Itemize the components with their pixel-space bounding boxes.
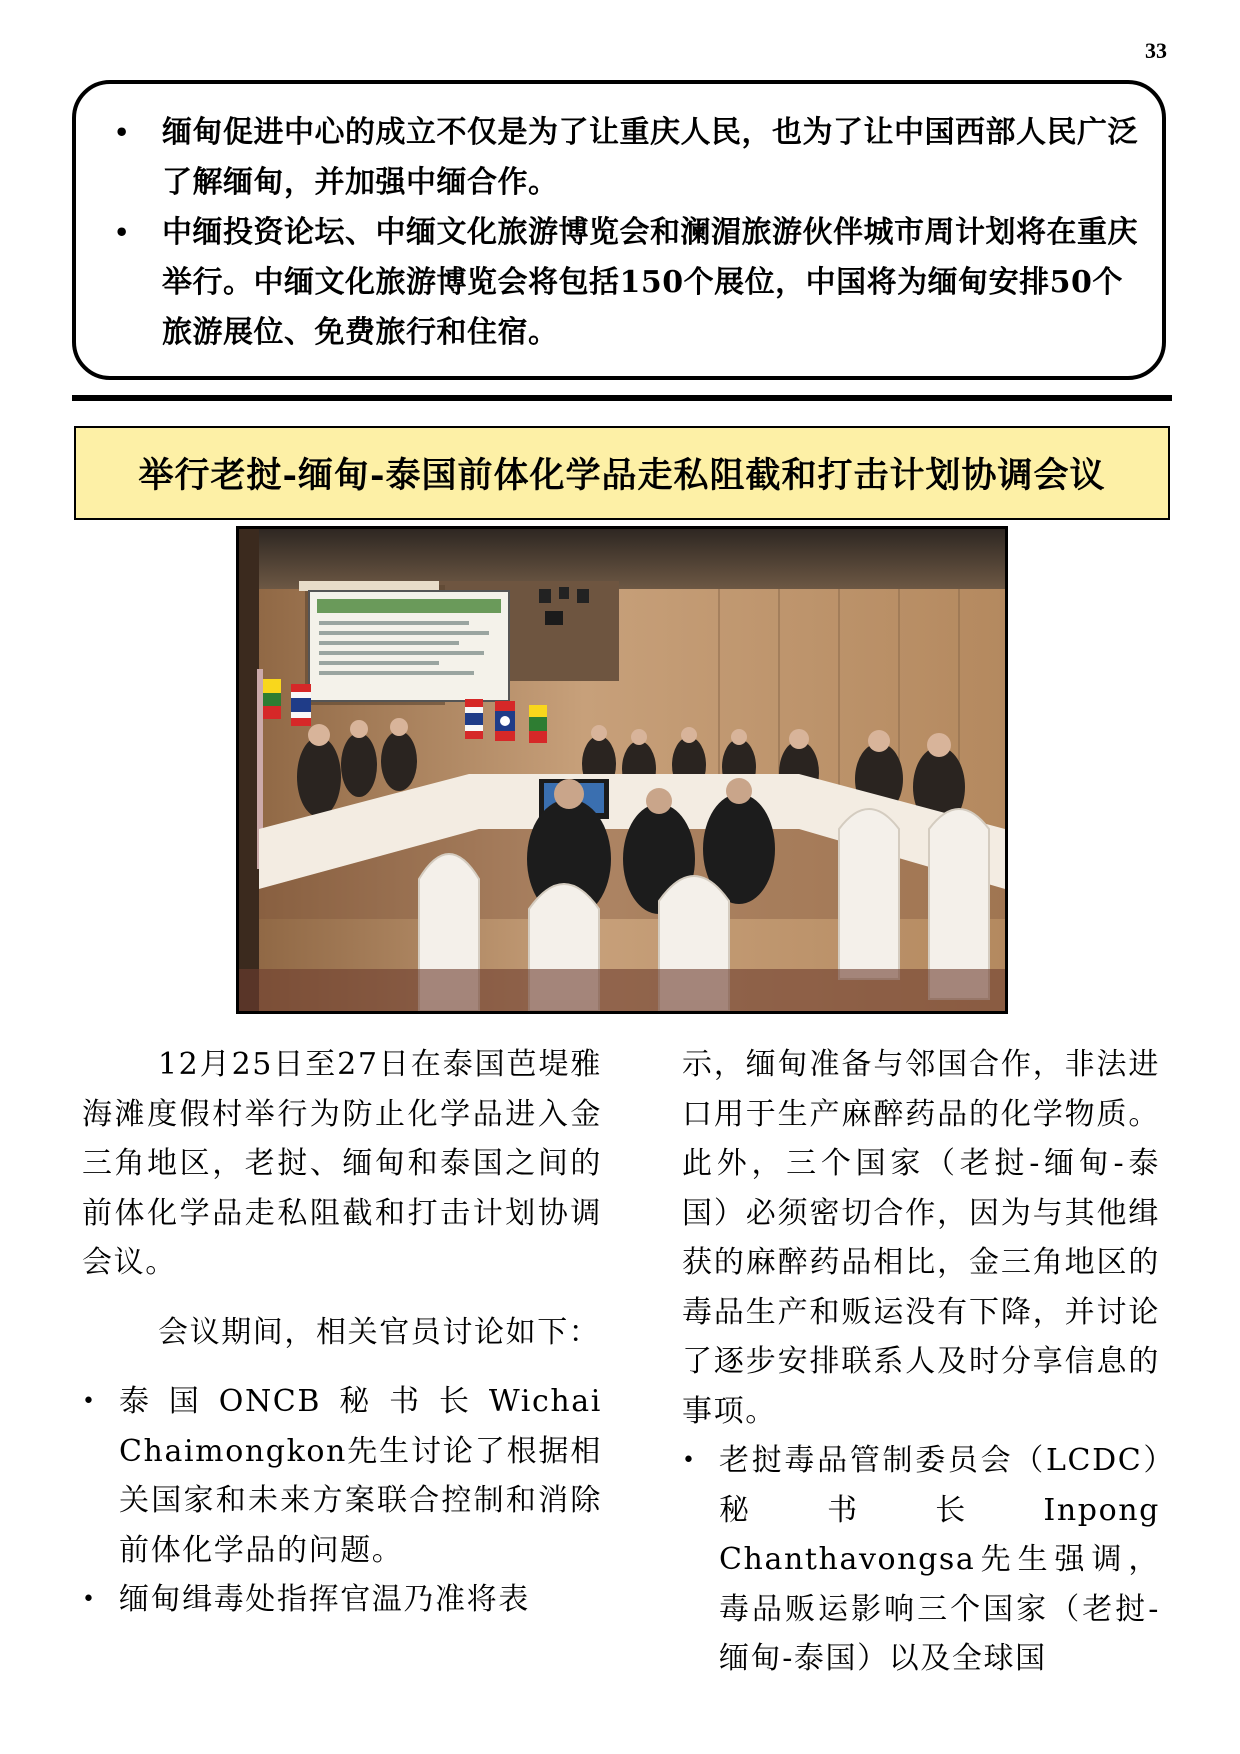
summary-bullet-2-text: 中缅投资论坛、中缅文化旅游博览会和澜湄旅游伙伴城市周计划将在重庆举行。中缅文化旅游博览会将包括150个展位，中国将为缅甸安排50个旅游展位、免费旅行和住宿。: [162, 215, 1138, 350]
right-bullet-list: [682, 1436, 1160, 1684]
list-item-text: 泰国ONCB秘书长Wichai Chaimongkon先生讨论了根据相关国家和未来方案联合控制和消除前体化学品的问题。: [119, 1384, 602, 1568]
list-item-text: 老挝毒品管制委员会（LCDC）秘书长Inpong Chanthavongsa先生强调，毒品贩运影响三个国家（老挝-缅甸-泰国）以及全球国: [719, 1443, 1160, 1676]
article-paragraph-1: 12月25日至27日在泰国芭堤雅海滩度假村举行为防止化学品进入金三角地区，老挝、缅甸和泰国之间的前体化学品走私阻截和打击计划协调会议。: [82, 1047, 602, 1280]
summary-list: [114, 108, 1140, 358]
article-left-column: [82, 1040, 602, 1625]
bullet-icon: •: [114, 218, 130, 247]
meeting-photo: [236, 526, 1008, 1014]
summary-bullet-1-text: 缅甸促进中心的成立不仅是为了让重庆人民，也为了让中国西部人民广泛了解缅甸，并加强中缅合作。: [162, 115, 1138, 200]
summary-box: [72, 80, 1166, 380]
bullet-icon: •: [114, 118, 130, 147]
bullet-icon: •: [82, 1587, 97, 1612]
list-item: [82, 1377, 602, 1575]
meeting-photo-illustration: [239, 529, 1005, 1011]
section-divider: [72, 395, 1172, 401]
summary-bullet-2: [114, 208, 1140, 358]
bullet-icon: •: [682, 1448, 697, 1473]
article-continued-paragraph: 示，缅甸准备与邻国合作，非法进口用于生产麻醉药品的化学物质。此外，三个国家（老挝-缅甸-泰国）必须密切合作，因为与其他缉获的麻醉药品相比，金三角地区的毒品生产和贩运没有下降，并讨论了逐步安排联系人及时分享信息的事项。: [682, 1047, 1160, 1429]
list-item: [82, 1575, 602, 1625]
left-bullet-list: [82, 1377, 602, 1625]
list-item-text: 缅甸缉毒处指挥官温乃准将表: [119, 1582, 530, 1617]
list-item: [682, 1436, 1160, 1684]
bullet-icon: •: [82, 1389, 97, 1414]
article-right-column: [682, 1040, 1160, 1684]
page-number: 33: [1145, 38, 1167, 63]
summary-bullet-1: [114, 108, 1140, 208]
article-paragraph-2: 会议期间，相关官员讨论如下：: [158, 1314, 601, 1350]
article-headline: 举行老挝-缅甸-泰国前体化学品走私阻截和打击计划协调会议: [74, 426, 1170, 520]
